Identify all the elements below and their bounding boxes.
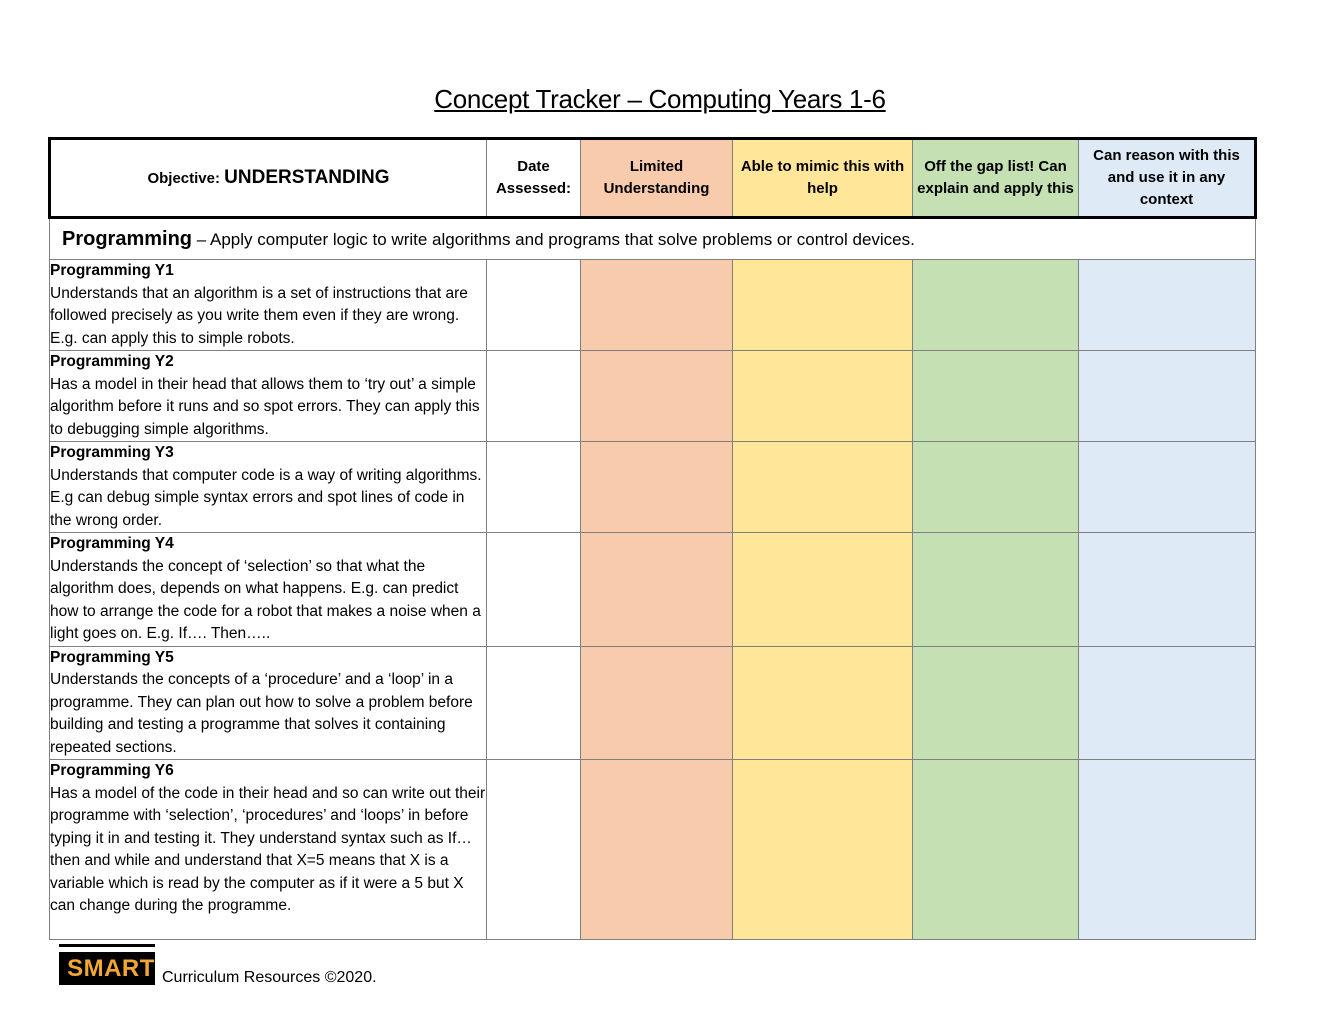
logo-top-bar [59, 944, 155, 947]
mimic-cell[interactable] [733, 760, 913, 940]
mimic-cell[interactable] [733, 351, 913, 442]
reason-cell[interactable] [1079, 533, 1256, 647]
date-cell[interactable] [487, 260, 581, 351]
table-row [50, 442, 1256, 533]
level-reason-header: Can reason with this and use it in any context [1079, 139, 1256, 218]
level-explain-header: Off the gap list! Can explain and apply this [913, 139, 1079, 218]
objective-text: Understands the concept of ‘selection’ so that what the algorithm does, depends on what happens. E.g. can predict how to arrange the code for a robot that makes a noise when a light goes on. E.g. If…. Then….. [50, 557, 481, 642]
objective-cell [50, 760, 487, 940]
section-cell [50, 218, 1256, 260]
objective-title: Programming Y1 [50, 262, 174, 279]
limited-cell[interactable] [581, 533, 733, 647]
objective-cell [50, 442, 487, 533]
objective-value: UNDERSTANDING [224, 166, 390, 188]
table-row [50, 351, 1256, 442]
mimic-cell[interactable] [733, 646, 913, 760]
explain-cell[interactable] [913, 760, 1079, 940]
limited-cell[interactable] [581, 351, 733, 442]
reason-cell[interactable] [1079, 646, 1256, 760]
table-row [50, 533, 1256, 647]
section-row [50, 218, 1256, 260]
page-title: Concept Tracker – Computing Years 1-6 [434, 84, 886, 114]
objective-text: Has a model in their head that allows them to ‘try out’ a simple algorithm before it runs and so spot errors. They can apply this to debugging simple algorithms. [50, 375, 480, 438]
objective-text: Understands that computer code is a way of writing algorithms. E.g can debug simple syntax errors and spot lines of code in the wrong order. [50, 466, 482, 529]
reason-cell[interactable] [1079, 760, 1256, 940]
limited-cell[interactable] [581, 260, 733, 351]
date-cell[interactable] [487, 646, 581, 760]
logo-i-mark [59, 952, 67, 985]
objective-header [50, 139, 487, 218]
table-row [50, 646, 1256, 760]
objective-text: Has a model of the code in their head and so can write out their programme with ‘selection’, ‘procedures’ and ‘loops’ in before typing it in and testing it. They understand syntax such as If… then and while and understand that X=5 means that X is a variable which is read by the computer as if it were a 5 but X can change during the programme. [50, 784, 486, 914]
limited-cell[interactable] [581, 442, 733, 533]
explain-cell[interactable] [913, 351, 1079, 442]
section-description: – Apply computer logic to write algorithms and programs that solve problems or control devices. [192, 229, 915, 249]
mimic-cell[interactable] [733, 260, 913, 351]
level-limited-header: Limited Understanding [581, 139, 733, 218]
objective-title: Programming Y6 [50, 762, 174, 779]
objective-cell [50, 351, 487, 442]
objective-text: Understands the concepts of a ‘procedure’ and a ‘loop’ in a programme. They can plan out how to solve a problem before building and testing a programme that solves it containing repeated sections. [50, 671, 473, 756]
level-mimic-header: Able to mimic this with help [733, 139, 913, 218]
concept-tracker-table [48, 137, 1257, 940]
explain-cell[interactable] [913, 646, 1079, 760]
explain-cell[interactable] [913, 442, 1079, 533]
objective-title: Programming Y4 [50, 535, 174, 552]
reason-cell[interactable] [1079, 351, 1256, 442]
date-assessed-header: Date Assessed: [487, 139, 581, 218]
date-cell[interactable] [487, 351, 581, 442]
date-cell[interactable] [487, 442, 581, 533]
table-row [50, 260, 1256, 351]
mimic-cell[interactable] [733, 442, 913, 533]
objective-title: Programming Y2 [50, 353, 174, 370]
objective-label: Objective: [147, 169, 220, 187]
objective-title: Programming Y5 [50, 648, 174, 666]
mimic-cell[interactable] [733, 533, 913, 647]
objective-cell [50, 260, 487, 351]
date-cell[interactable] [487, 760, 581, 940]
copyright-text: Curriculum Resources ©2020. [162, 969, 377, 986]
table-row [50, 760, 1256, 940]
logo-wordmark: SMART [67, 952, 155, 985]
reason-cell[interactable] [1079, 260, 1256, 351]
objective-cell [50, 646, 487, 760]
objective-cell [50, 533, 487, 647]
objective-text: Understands that an algorithm is a set of instructions that are followed precisely as you write them even if they are wrong. E.g. can apply this to simple robots. [50, 284, 468, 347]
explain-cell[interactable] [913, 533, 1079, 647]
date-cell[interactable] [487, 533, 581, 647]
limited-cell[interactable] [581, 646, 733, 760]
header-row [50, 139, 1256, 218]
reason-cell[interactable] [1079, 442, 1256, 533]
ismart-logo [59, 944, 155, 986]
limited-cell[interactable] [581, 760, 733, 940]
section-name: Programming [62, 227, 193, 250]
explain-cell[interactable] [913, 260, 1079, 351]
objective-title: Programming Y3 [50, 444, 174, 461]
